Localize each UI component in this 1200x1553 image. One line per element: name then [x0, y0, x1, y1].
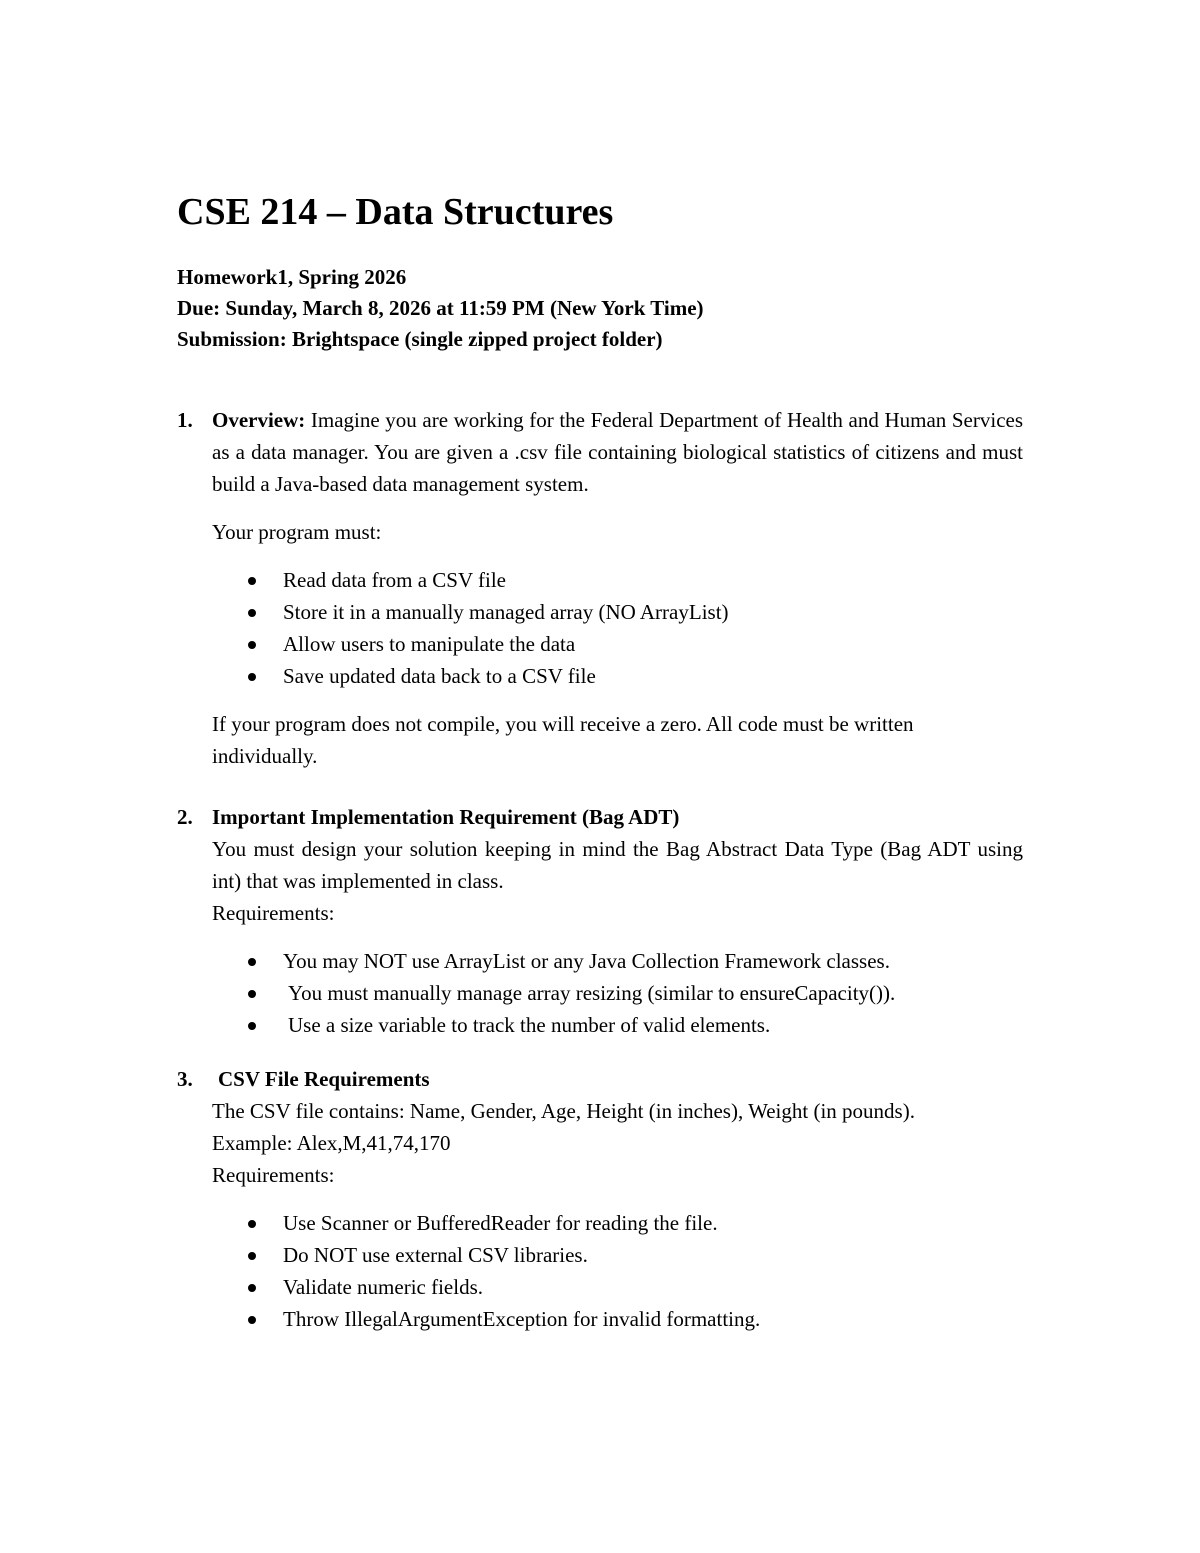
section-number: 1. — [177, 408, 193, 432]
list-item: Store it in a manually managed array (NO ArrayList) — [212, 596, 1023, 628]
csv-fields-text: The CSV file contains: Name, Gender, Age, Height (in inches), Weight (in pounds). — [212, 1099, 915, 1123]
bullet-icon — [248, 641, 256, 649]
bullet-icon — [248, 673, 256, 681]
list-item: You must manually manage array resizing (similar to ensureCapacity()). — [212, 977, 1023, 1009]
requirements-lead: Requirements: — [212, 1163, 335, 1187]
document-title: CSE 214 – Data Structures — [177, 191, 614, 233]
bullet-icon — [248, 1316, 256, 1324]
list-item: Read data from a CSV file — [212, 564, 1023, 596]
section-csv-requirements — [177, 1063, 1023, 1335]
bullet-icon — [248, 958, 256, 966]
list-item: Do NOT use external CSV libraries. — [212, 1239, 1023, 1271]
compile-warning: If your program does not compile, you will receive a zero. All code must be written individually. — [212, 712, 914, 768]
program-requirements-list — [212, 564, 1023, 692]
csv-example-text: Example: Alex,M,41,74,170 — [212, 1131, 451, 1155]
list-item: You may NOT use ArrayList or any Java Collection Framework classes. — [212, 945, 1023, 977]
list-item: Use a size variable to track the number of valid elements. — [212, 1009, 1023, 1041]
list-item: Validate numeric fields. — [212, 1271, 1023, 1303]
section-number: 3. — [177, 1067, 193, 1091]
csv-requirements-list — [212, 1207, 1023, 1335]
overview-paragraph — [212, 404, 1023, 500]
homework-line: Homework1, Spring 2026 — [177, 265, 407, 289]
section-bag-adt — [177, 801, 1023, 1041]
bullet-icon — [248, 990, 256, 998]
bullet-icon — [248, 1252, 256, 1260]
bullet-icon — [248, 577, 256, 585]
requirements-lead: Requirements: — [212, 901, 335, 925]
section-heading: Overview: — [212, 408, 306, 432]
overview-text: Imagine you are working for the Federal Department of Health and Human Services as a data manager. You are given a .csv file containing biological statistics of citizens and must build a Java-based data management system. — [212, 408, 1024, 496]
due-date-line: Due: Sunday, March 8, 2026 at 11:59 PM (New York Time) — [177, 296, 704, 320]
section-heading: Important Implementation Requirement (Bag ADT) — [212, 805, 680, 829]
section-overview — [177, 404, 1023, 772]
bullet-icon — [248, 1022, 256, 1030]
bullet-icon — [248, 609, 256, 617]
bag-adt-paragraph: You must design your solution keeping in mind the Bag Abstract Data Type (Bag ADT using int) that was implemented in class. — [212, 837, 1023, 893]
program-must-lead: Your program must: — [212, 520, 382, 544]
submission-line: Submission: Brightspace (single zipped project folder) — [177, 327, 663, 351]
bullet-icon — [248, 1220, 256, 1228]
bullet-icon — [248, 1284, 256, 1292]
list-item: Use Scanner or BufferedReader for reading the file. — [212, 1207, 1023, 1239]
section-heading: CSV File Requirements — [218, 1067, 430, 1091]
list-item: Save updated data back to a CSV file — [212, 660, 1023, 692]
assignment-meta — [177, 262, 704, 355]
section-number: 2. — [177, 805, 193, 829]
bag-adt-requirements-list — [212, 945, 1023, 1041]
list-item: Throw IllegalArgumentException for invalid formatting. — [212, 1303, 1023, 1335]
list-item: Allow users to manipulate the data — [212, 628, 1023, 660]
